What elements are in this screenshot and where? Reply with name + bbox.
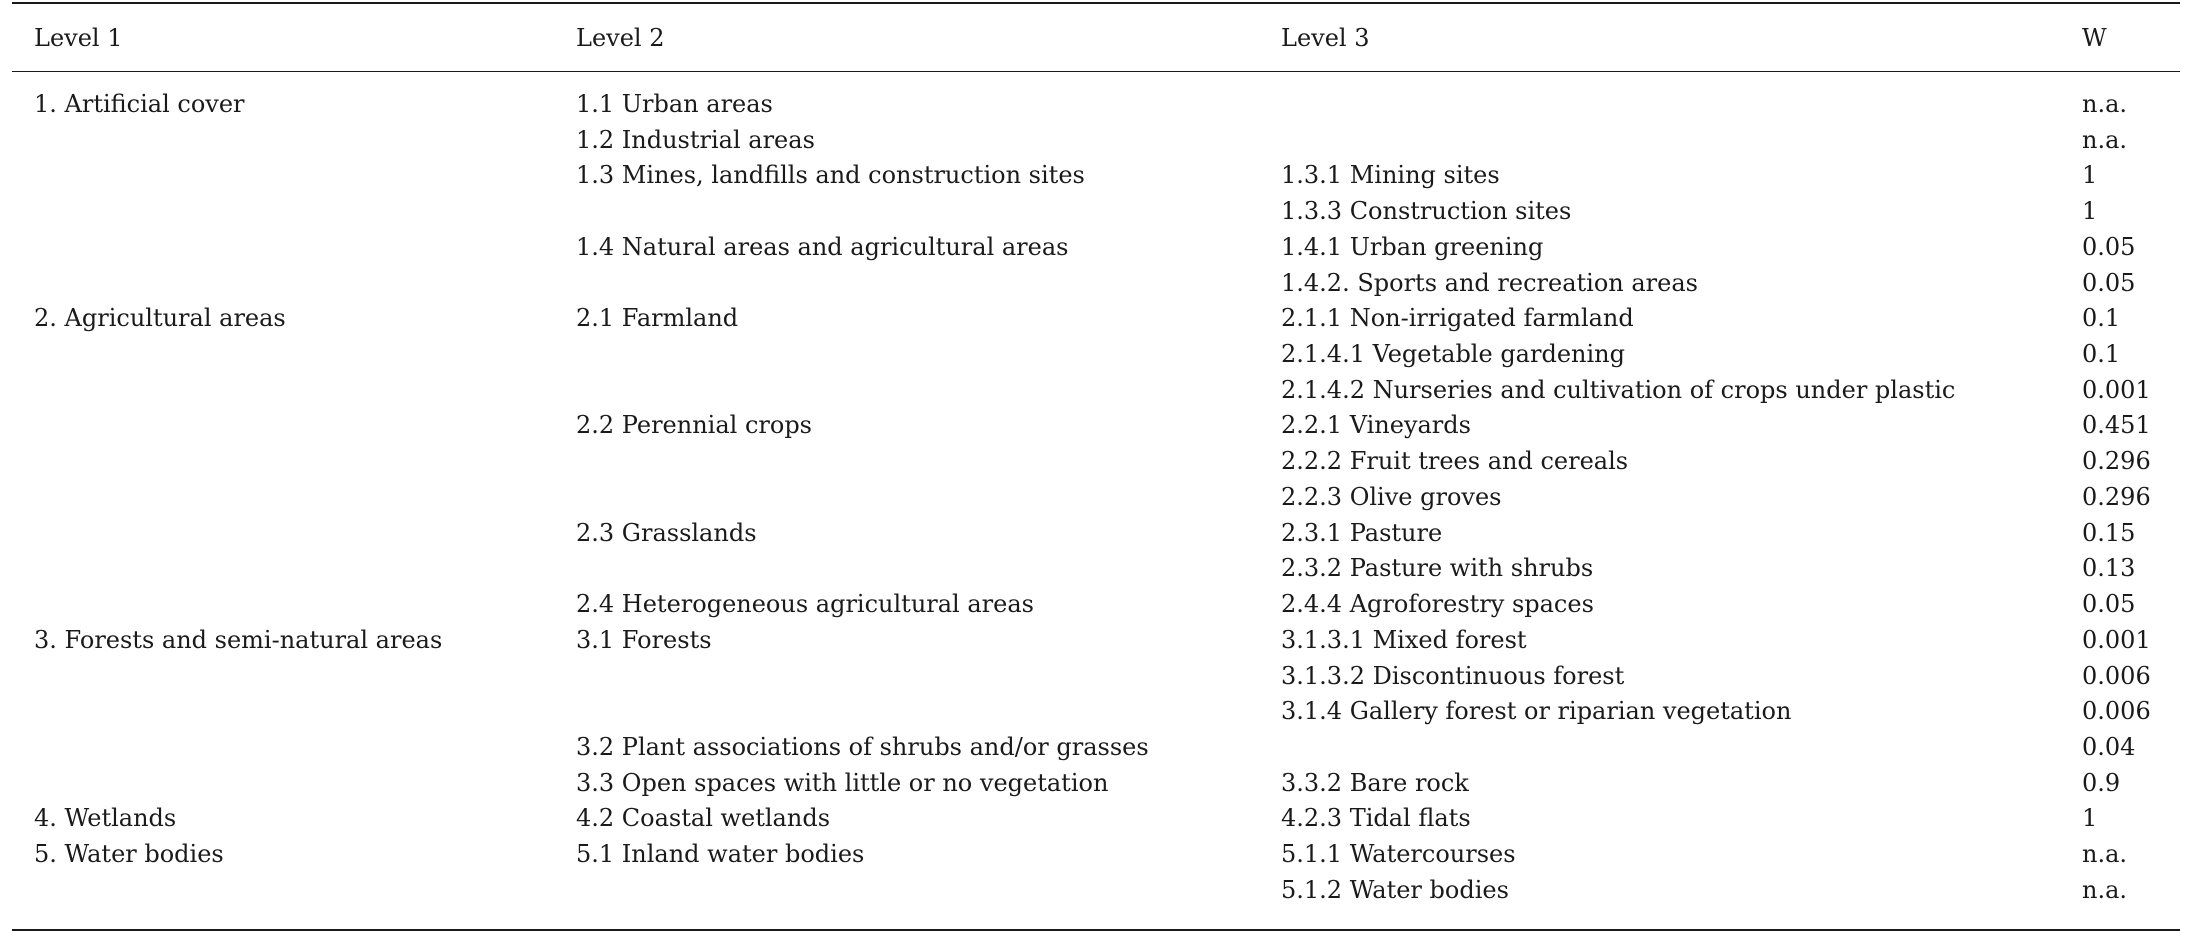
- table-row: [12, 837, 2180, 873]
- level-3-cell: 1.4.2. Sports and recreation areas: [1281, 268, 1698, 297]
- table-row: [12, 301, 2180, 337]
- table-row: [12, 587, 2180, 623]
- weight-cell: n.a.: [2082, 875, 2128, 904]
- level-3-cell: 3.3.2 Bare rock: [1281, 768, 1469, 797]
- level-3-cell: 2.1.1 Non-irrigated farmland: [1281, 304, 1634, 333]
- table-row: [12, 516, 2180, 552]
- weight-cell: 0.05: [2082, 268, 2136, 297]
- table-row: [12, 337, 2180, 373]
- weight-cell: 0.001: [2082, 625, 2151, 654]
- table-header-row: [12, 16, 2180, 60]
- level-3-cell: 3.1.4 Gallery forest or riparian vegetation: [1281, 697, 1792, 726]
- table-row: [12, 730, 2180, 766]
- weight-cell: 1: [2082, 804, 2098, 833]
- level-3-cell: 2.4.4 Agroforestry spaces: [1281, 590, 1594, 619]
- weight-cell: 0.001: [2082, 375, 2151, 404]
- level-2-cell: 4.2 Coastal wetlands: [576, 804, 831, 833]
- level-2-cell: 2.3 Grasslands: [576, 518, 757, 547]
- table-row: [12, 694, 2180, 730]
- level-1-cell: 2. Agricultural areas: [34, 304, 286, 333]
- level-2-cell: 2.2 Perennial crops: [576, 411, 812, 440]
- level-3-cell: 3.1.3.2 Discontinuous forest: [1281, 661, 1625, 690]
- weight-cell: 0.006: [2082, 661, 2151, 690]
- level-2-cell: 1.1 Urban areas: [576, 90, 773, 118]
- table-row: [12, 551, 2180, 587]
- header-level-1: Level 1: [34, 24, 123, 52]
- level-2-cell: 1.3 Mines, landfills and construction sites: [576, 161, 1085, 190]
- weight-cell: 0.05: [2082, 232, 2136, 261]
- level-1-cell: 4. Wetlands: [34, 804, 177, 833]
- level-2-cell: 1.2 Industrial areas: [576, 125, 815, 154]
- weight-cell: 0.1: [2082, 304, 2121, 333]
- level-3-cell: 2.1.4.1 Vegetable gardening: [1281, 340, 1625, 369]
- table-row: [12, 123, 2180, 159]
- weight-cell: 1: [2082, 161, 2098, 190]
- weight-cell: 0.13: [2082, 554, 2136, 583]
- table-row: [12, 801, 2180, 837]
- table-row: [12, 766, 2180, 802]
- weight-cell: 0.451: [2082, 411, 2151, 440]
- table-row: [12, 873, 2180, 909]
- level-2-cell: 5.1 Inland water bodies: [576, 840, 865, 869]
- table-row: [12, 480, 2180, 516]
- level-1-cell: 3. Forests and semi-natural areas: [34, 625, 443, 654]
- weight-cell: n.a.: [2082, 125, 2128, 154]
- level-2-cell: 2.1 Farmland: [576, 304, 739, 333]
- level-3-cell: 1.3.1 Mining sites: [1281, 161, 1500, 190]
- table-row: [12, 373, 2180, 409]
- weight-cell: 0.04: [2082, 732, 2136, 761]
- level-3-cell: 2.3.1 Pasture: [1281, 518, 1443, 547]
- table-row: [12, 623, 2180, 659]
- level-3-cell: 2.2.1 Vineyards: [1281, 411, 1471, 440]
- table-body: [12, 87, 2180, 909]
- weight-cell: n.a.: [2082, 840, 2128, 869]
- level-3-cell: 2.2.3 Olive groves: [1281, 482, 1502, 511]
- level-2-cell: 2.4 Heterogeneous agricultural areas: [576, 590, 1034, 619]
- weight-cell: 1: [2082, 197, 2098, 226]
- level-3-cell: 2.1.4.2 Nurseries and cultivation of crops under plastic: [1281, 375, 1956, 404]
- header-w: W: [2082, 24, 2107, 52]
- level-2-cell: 3.1 Forests: [576, 625, 712, 654]
- level-3-cell: 1.4.1 Urban greening: [1281, 232, 1544, 261]
- table-row: [12, 87, 2180, 123]
- table-header-rule: [12, 71, 2180, 72]
- header-level-2: Level 2: [576, 24, 665, 52]
- table-row: [12, 230, 2180, 266]
- header-level-3: Level 3: [1281, 24, 1370, 52]
- weight-cell: 0.9: [2082, 768, 2121, 797]
- table-row: [12, 158, 2180, 194]
- level-2-cell: 3.3 Open spaces with little or no vegetation: [576, 768, 1109, 797]
- weight-cell: 0.296: [2082, 447, 2151, 476]
- level-2-cell: 1.4 Natural areas and agricultural areas: [576, 232, 1069, 261]
- level-3-cell: 2.2.2 Fruit trees and cereals: [1281, 447, 1629, 476]
- level-1-cell: 5. Water bodies: [34, 840, 224, 869]
- weight-cell: 0.15: [2082, 518, 2136, 547]
- table-row: [12, 444, 2180, 480]
- weight-cell: 0.006: [2082, 697, 2151, 726]
- weight-cell: 0.296: [2082, 482, 2151, 511]
- table-row: [12, 408, 2180, 444]
- table-row: [12, 659, 2180, 695]
- level-3-cell: 5.1.1 Watercourses: [1281, 840, 1516, 869]
- level-3-cell: 5.1.2 Water bodies: [1281, 875, 1509, 904]
- level-3-cell: 1.3.3 Construction sites: [1281, 197, 1572, 226]
- level-2-cell: 3.2 Plant associations of shrubs and/or grasses: [576, 732, 1149, 761]
- level-3-cell: 4.2.3 Tidal flats: [1281, 804, 1471, 833]
- weight-cell: 0.05: [2082, 590, 2136, 619]
- table-row: [12, 266, 2180, 302]
- level-1-cell: 1. Artificial cover: [34, 90, 245, 118]
- table-top-rule: [12, 2, 2180, 4]
- weight-cell: 0.1: [2082, 340, 2121, 369]
- weight-cell: n.a.: [2082, 90, 2128, 118]
- level-3-cell: 3.1.3.1 Mixed forest: [1281, 625, 1527, 654]
- table-row: [12, 194, 2180, 230]
- table-bottom-rule: [12, 929, 2180, 931]
- level-3-cell: 2.3.2 Pasture with shrubs: [1281, 554, 1594, 583]
